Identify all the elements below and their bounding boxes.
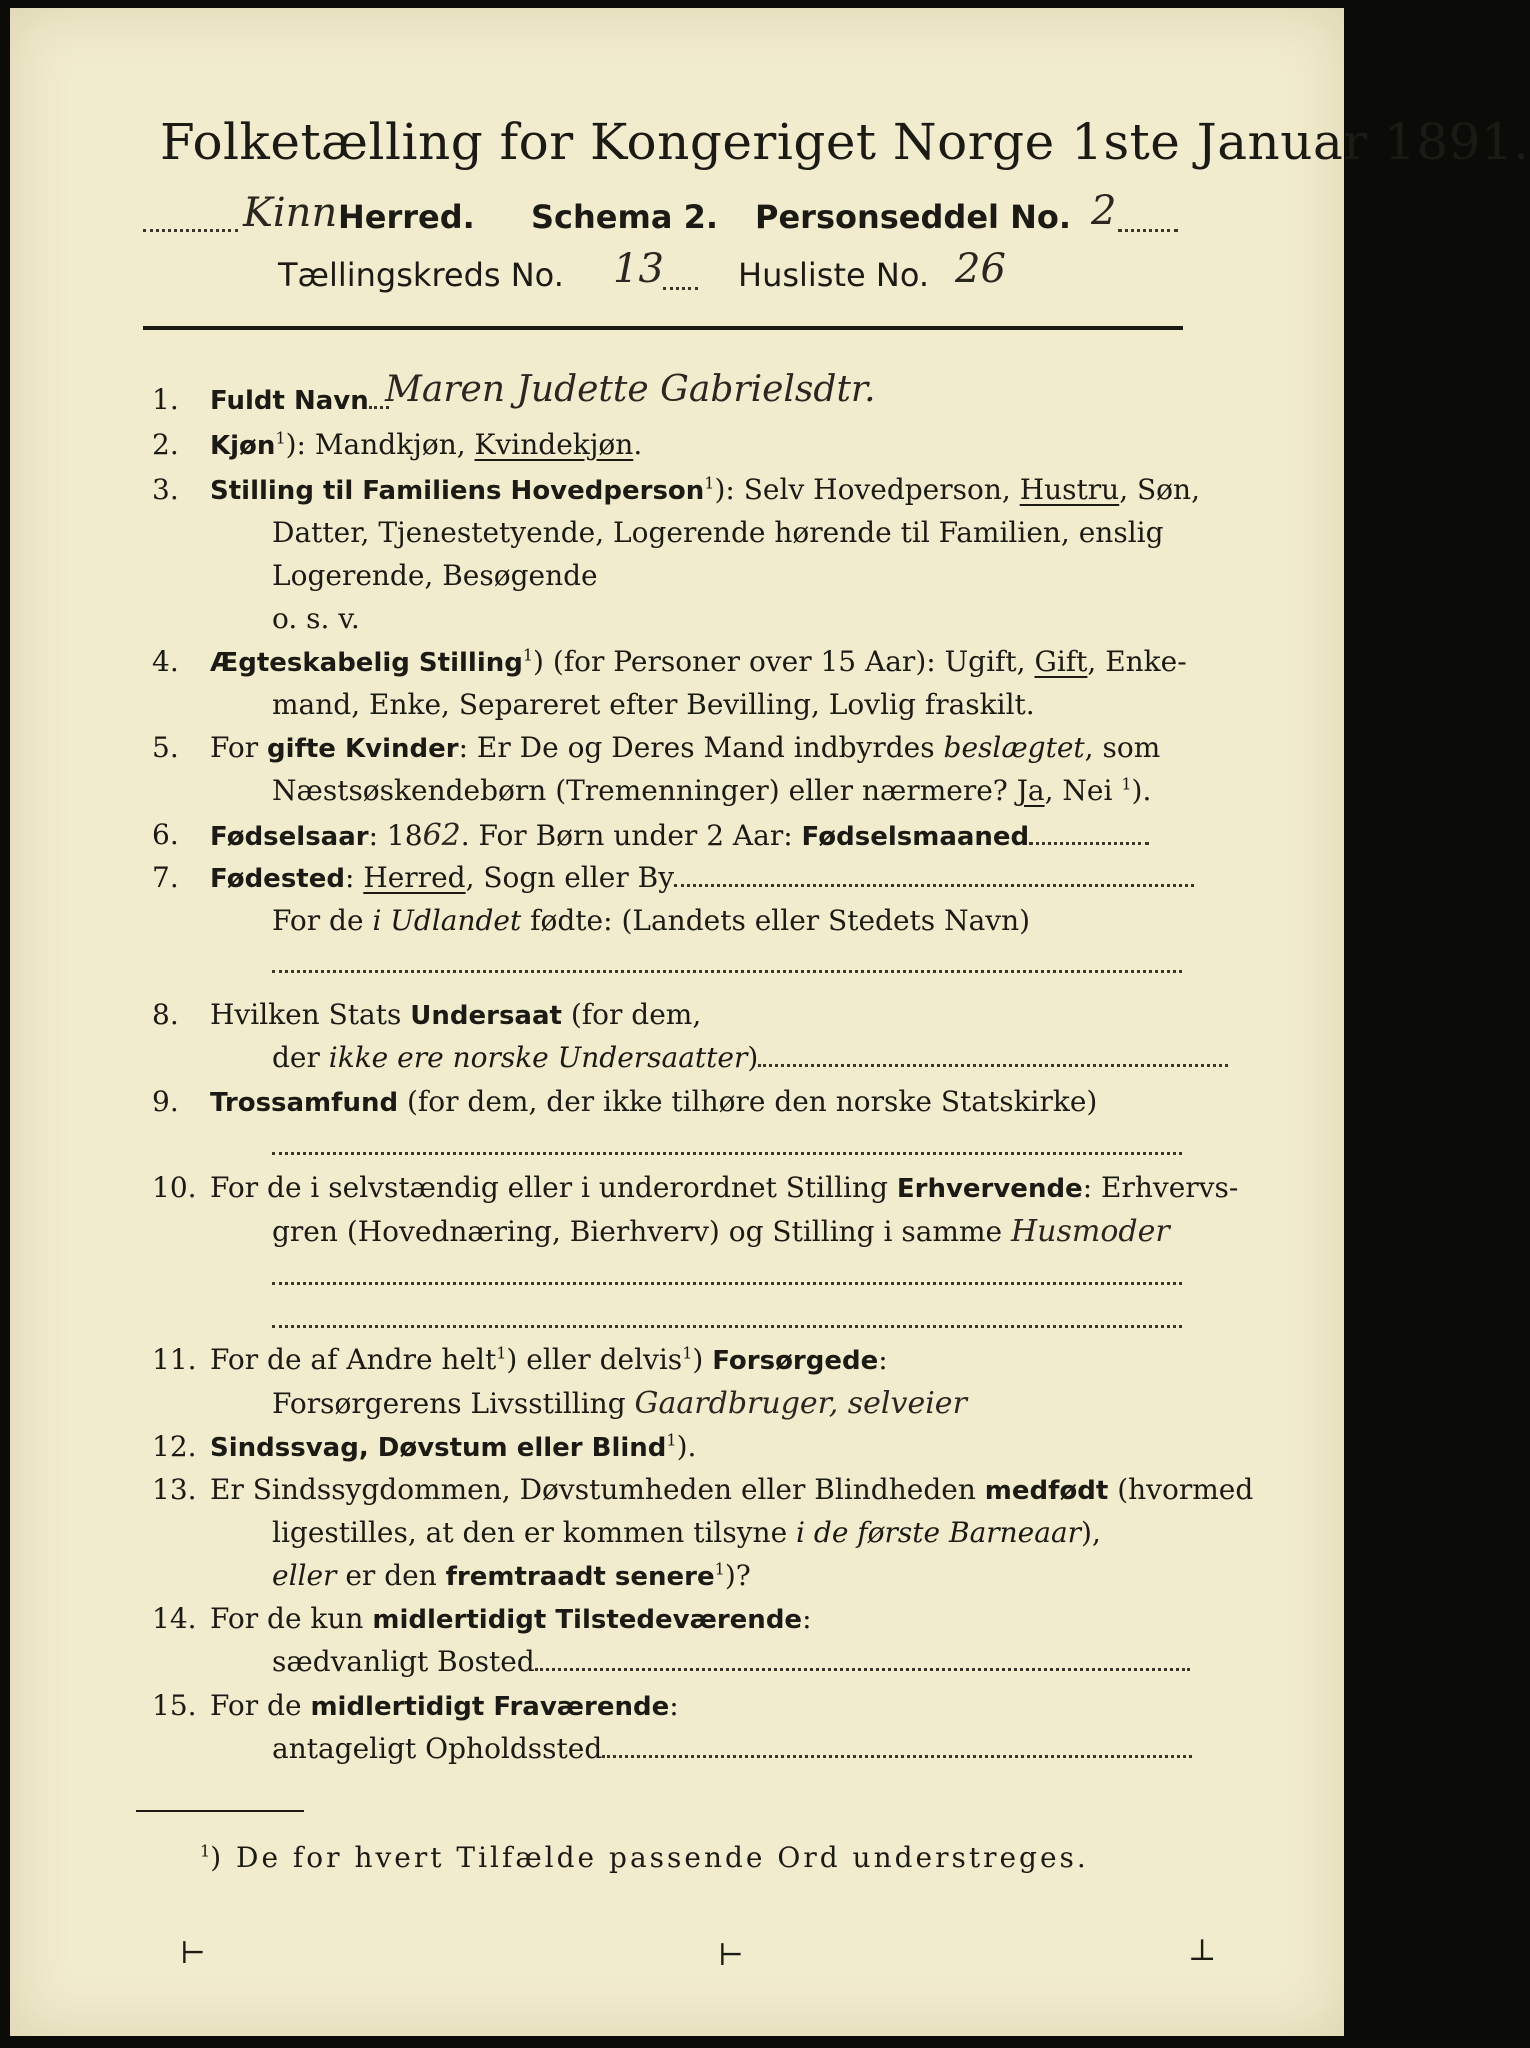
herred-label: Herred.	[338, 198, 475, 236]
footnote: $^1$) De for hvert Tilfælde passende Ord understreges.	[200, 1841, 1089, 1874]
birthplace-selected: Herred	[363, 861, 466, 894]
header-rule	[143, 326, 1183, 330]
item-1	[210, 369, 876, 416]
marital-selected: Gift	[1034, 645, 1088, 678]
item-number: 12.	[152, 1430, 197, 1463]
item-number: 11.	[152, 1343, 197, 1376]
occupation-value: Husmoder	[1011, 1214, 1170, 1249]
item-12: Sindssvag, Døvstum eller Blind$^1$).	[210, 1430, 697, 1463]
item-number: 6.	[152, 818, 179, 851]
item-number: 9.	[152, 1085, 179, 1118]
registration-mark-icon: ⊢	[180, 1936, 206, 1971]
item-number: 15.	[152, 1689, 197, 1722]
item-number: 8.	[152, 998, 179, 1031]
item-number: 1.	[152, 383, 179, 416]
herred-value: Kinn	[243, 190, 338, 236]
item-10: For de i selvstændig eller i underordnet Stilling Erhvervende: Erhvervs-	[210, 1171, 1239, 1204]
registration-mark-icon: ⊥	[1188, 1933, 1217, 1968]
item-4: Ægteskabelig Stilling$^1$) (for Personer over 15 Aar): Ugift, Gift, Enke-	[210, 645, 1187, 678]
full-name-label: Fuldt Navn	[210, 386, 369, 416]
herred-line	[143, 188, 1183, 248]
husliste-label: Husliste No.	[738, 256, 929, 294]
registration-mark-icon: ⊢	[718, 1938, 744, 1973]
item-number: 4.	[152, 645, 179, 678]
item-9: Trossamfund (for dem, der ikke tilhøre den norske Statskirke)	[210, 1085, 1098, 1118]
full-name-value: Maren Judette Gabrielsdtr.	[385, 369, 876, 410]
provider-value: Gaardbruger, selveier	[634, 1386, 967, 1421]
census-form: Folketælling for Kongeriget Norge 1ste Januar 1891. Kinn Herred. Schema 2. Personseddel No. 2 Tællingskreds No. 13 Husliste No. 26 1. Fuldt Navn Maren Judette Gabrielsdtr. 2. Kjøn$^1$): Mandkjøn, Kvindekjøn. 3. Stilling til Familiens Hovedperson$^1$): Selv Hovedperson, Hustru, Søn, Datter, Tjenestetyende, Logerende hørende til Familien, enslig Logerende, Besøgende o. s. v. 4. Ægteskabelig Stilling$^1$) (for Personer over 15 Aar): Ugift, Gift, Enke- mand, Enke, Separeret efter Bevilling, Lovlig fraskilt. 5. For gifte Kvinder: Er De og Deres Mand indbyrdes beslægtet, som Næstsøskendebørn (Tremenninger) eller nærmere? Ja, Nei $^1$). 6. Fødselsaar: 1862. For Børn under 2 Aar: Fødselsmaaned 7. Fødested: Herred, Sogn eller By For de i Udlandet fødte: (Landets eller Stedets Navn) 8. Hvilken Stats Undersaat (for dem, der ikke ere norske Undersaatter) 9. Trossamfund (for dem, der ikke tilhøre den norske Statskirke) 10. For de i selvstændig eller i underordnet Stilling Erhvervende: Erhvervs- gren (Hovednæring, Bierhverv) og Stilling i samme Husmoder 11. For de af Andre helt$^1$) eller delvis$^1$) Forsørgede: Forsørgerens Livsstilling Gaardbruger, selveier 12. Sindssvag, Døvstum eller Blind$^1$). 13. Er Sindssygdommen, Døvstumheden eller Blindheden medfødt (hvormed ligestilles, at den er kommen tilsyne i de første Barneaar), eller er den fremtraadt senere$^1$)? 14. For de kun midlertidigt Tilstedeværende: sædvanligt Bosted 15. For de midlertidigt Fraværende: antageligt Opholdssted $^1$) De for hvert Tilfælde passende Ord understreges. ⊢ ⊢ ⊥	[10, 8, 1344, 2036]
item-15: For de midlertidigt Fraværende:	[210, 1689, 679, 1722]
birth-year-value: 62	[422, 818, 461, 853]
item-8: Hvilken Stats Undersaat (for dem,	[210, 998, 702, 1031]
item-3: Stilling til Familiens Hovedperson$^1$): Selv Hovedperson, Hustru, Søn,	[210, 473, 1200, 506]
schema-label: Schema 2.	[531, 198, 718, 236]
position-selected: Hustru	[1019, 473, 1120, 506]
item-11: For de af Andre helt$^1$) eller delvis$^1$) Forsørgede:	[210, 1343, 888, 1376]
form-title: Folketælling for Kongeriget Norge 1ste Januar 1891.	[160, 113, 1530, 171]
gender-selected: Kvindekjøn	[474, 428, 634, 461]
husliste-value: 26	[955, 246, 1006, 292]
item-number: 10.	[152, 1171, 197, 1204]
kreds-value: 13	[613, 246, 664, 292]
item-2: Kjøn$^1$): Mandkjøn, Kvindekjøn.	[210, 428, 643, 461]
kreds-label: Tællingskreds No.	[278, 256, 564, 294]
item-7: Fødested: Herred, Sogn eller By	[210, 861, 1194, 894]
item-number: 2.	[152, 428, 179, 461]
item-14: For de kun midlertidigt Tilstedeværende:	[210, 1602, 812, 1635]
item-13: Er Sindssygdommen, Døvstumheden eller Blindheden medfødt (hvormed	[210, 1473, 1254, 1506]
personseddel-label: Personseddel No.	[755, 198, 1072, 236]
item-number: 5.	[152, 731, 179, 764]
item-number: 7.	[152, 861, 179, 894]
item-6: Fødselsaar: 1862. For Børn under 2 Aar: Fødselsmaaned	[210, 818, 1149, 853]
kreds-line	[143, 246, 1183, 306]
item-number: 3.	[152, 473, 179, 506]
personseddel-value: 2	[1091, 188, 1117, 234]
item-5: For gifte Kvinder: Er De og Deres Mand indbyrdes beslægtet, som	[210, 731, 1161, 764]
related-selected: Ja	[1016, 774, 1045, 807]
item-number: 14.	[152, 1602, 197, 1635]
item-number: 13.	[152, 1473, 197, 1506]
footnote-rule	[136, 1810, 304, 1812]
